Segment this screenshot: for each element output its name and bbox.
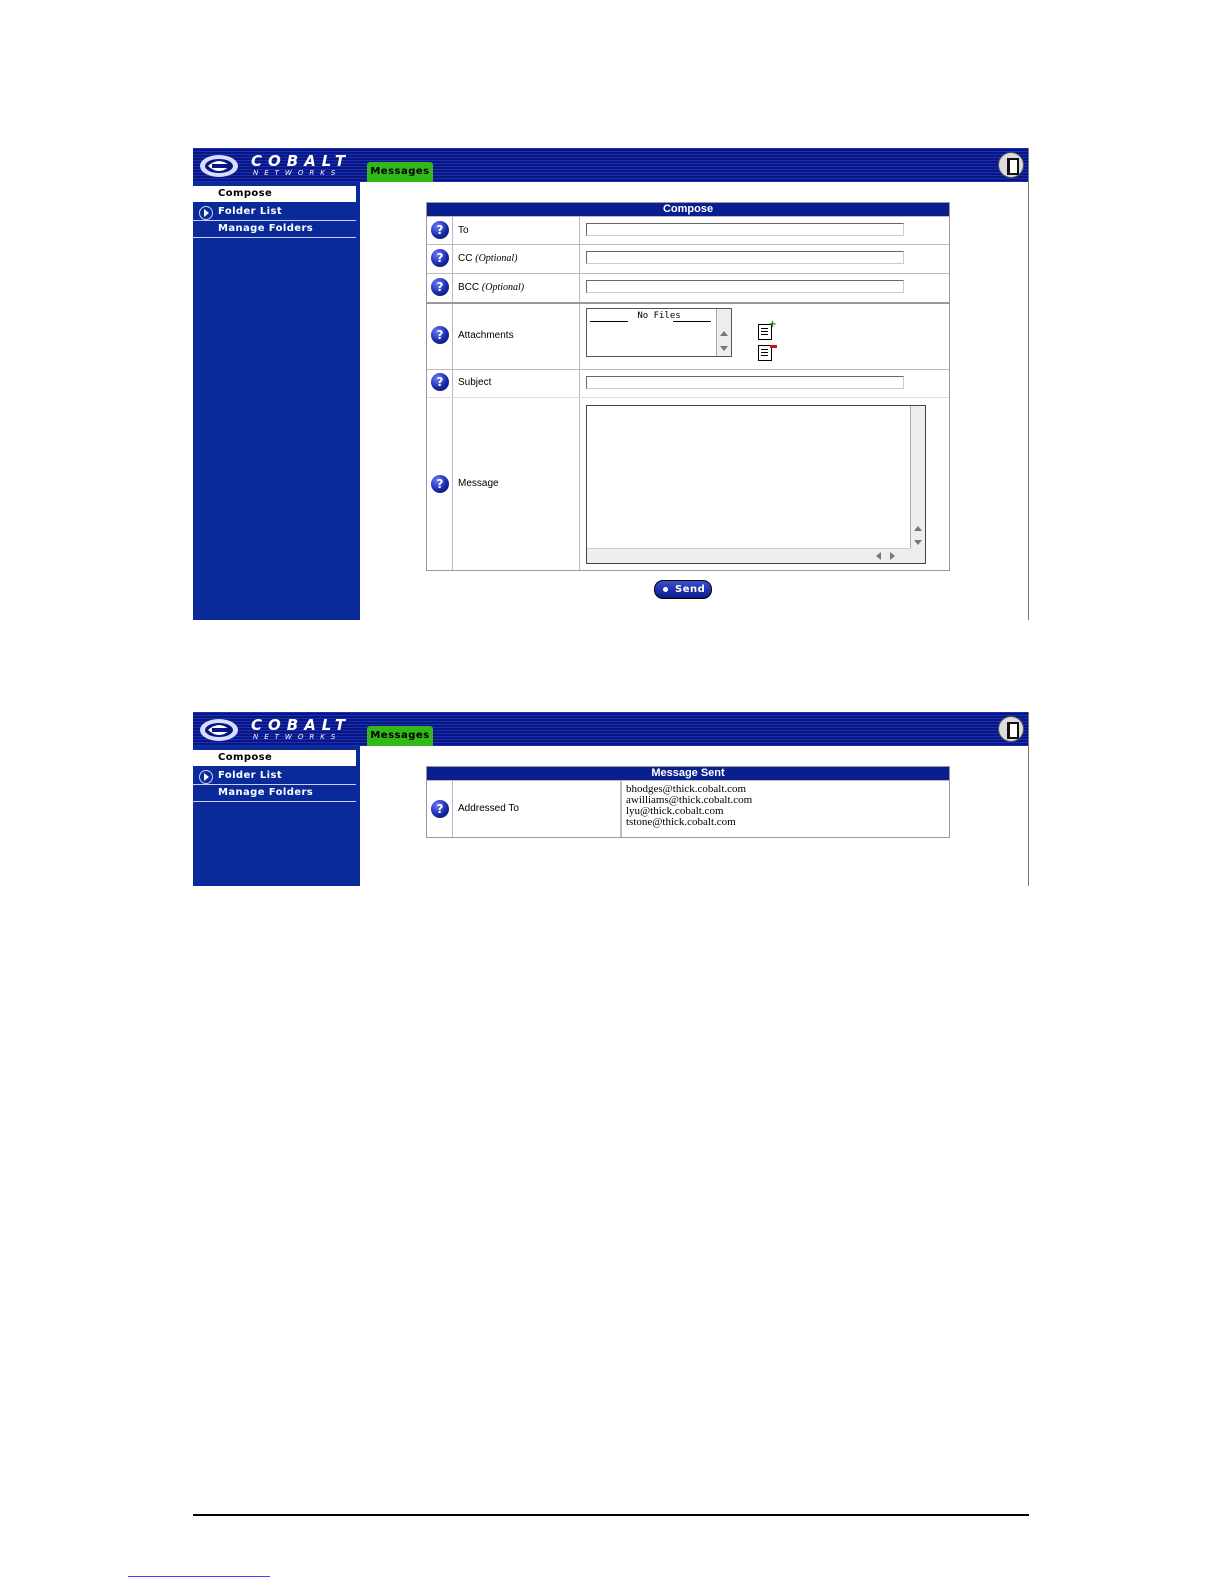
bcc-label: BCC [458, 282, 480, 293]
list-item: tstone@thick.cobalt.com [626, 816, 736, 828]
brand-logo [199, 717, 357, 743]
panel-title: Message Sent [427, 767, 949, 780]
play-arrow-icon [199, 206, 213, 220]
form-title: Compose [427, 203, 949, 216]
help-icon[interactable]: ? [431, 475, 449, 493]
attachments-scrollbar[interactable] [716, 309, 731, 356]
scroll-up-icon[interactable] [720, 331, 728, 336]
play-arrow-icon [199, 770, 213, 784]
sidebar-item-compose[interactable] [193, 186, 356, 202]
sidebar-item-label: Compose [218, 188, 273, 199]
addressed-label: Addressed To [458, 803, 519, 814]
send-button[interactable] [654, 580, 712, 599]
attachments-label: Attachments [458, 330, 514, 341]
message-sent-panel [426, 766, 950, 838]
top-bar [193, 148, 1028, 182]
sidebar-item-manage-folders[interactable] [193, 221, 356, 238]
help-icon[interactable]: ? [431, 221, 449, 239]
sidebar [193, 182, 360, 620]
scroll-left-icon[interactable] [876, 552, 881, 560]
sidebar-item-compose[interactable] [193, 750, 356, 766]
scroll-down-icon[interactable] [720, 346, 728, 351]
address-list [626, 784, 752, 828]
tab-messages[interactable]: Messages [367, 162, 433, 182]
sidebar-item-label: Manage Folders [218, 223, 314, 234]
brand-sub: NETWORKS [253, 169, 342, 177]
message-vscrollbar[interactable] [910, 406, 925, 563]
no-files-text: No Files [637, 311, 681, 321]
help-icon[interactable]: ? [431, 326, 449, 344]
bcc-input[interactable] [586, 280, 904, 293]
sidebar-item-folder-list[interactable] [193, 204, 356, 221]
compose-form [426, 202, 950, 571]
scroll-down-icon[interactable] [914, 540, 922, 545]
sidebar-item-manage-folders[interactable] [193, 785, 356, 802]
exit-door-icon[interactable] [998, 152, 1024, 178]
send-label: Send [675, 584, 706, 595]
help-icon[interactable]: ? [431, 278, 449, 296]
to-input[interactable] [586, 223, 904, 236]
list-item: bhodges@thick.cobalt.com [626, 783, 747, 795]
message-label: Message [458, 478, 499, 489]
footer-rule [193, 1514, 1029, 1516]
help-icon[interactable]: ? [431, 249, 449, 267]
bcc-row [427, 273, 949, 302]
subject-label: Subject [458, 377, 492, 388]
list-item: awilliams@thick.cobalt.com [626, 794, 753, 806]
cobalt-logo-icon [199, 717, 239, 743]
tab-messages[interactable]: Messages [367, 726, 433, 746]
scroll-right-icon[interactable] [890, 552, 895, 560]
subject-row [427, 369, 949, 397]
bcc-optional: (Optional) [481, 282, 525, 293]
message-textarea[interactable] [586, 405, 926, 564]
sidebar-item-label: Manage Folders [218, 787, 314, 798]
message-hscrollbar[interactable] [587, 548, 911, 563]
message-row [427, 397, 949, 570]
exit-door-icon[interactable] [998, 716, 1024, 742]
subject-input[interactable] [586, 376, 904, 389]
cc-input[interactable] [586, 251, 904, 264]
addressed-row [427, 780, 949, 837]
to-label: To [458, 225, 469, 236]
sidebar [193, 746, 360, 886]
footer-link-underline [128, 1576, 270, 1577]
sidebar-item-label: Folder List [218, 770, 283, 781]
sidebar-item-label: Compose [218, 752, 273, 763]
attachments-row: ? Attachments No Files + [427, 302, 949, 369]
sidebar-item-folder-list[interactable] [193, 768, 356, 785]
cc-row [427, 244, 949, 273]
attachments-list[interactable] [586, 308, 732, 357]
brand-sub: NETWORKS [253, 733, 342, 741]
message-sent-screen [193, 712, 1029, 886]
top-bar [193, 712, 1028, 746]
compose-screen [193, 148, 1029, 620]
list-item: lyu@thick.cobalt.com [626, 805, 724, 817]
cobalt-logo-icon [199, 153, 239, 179]
brand-name: COBALT [251, 716, 352, 734]
cc-label: CC [458, 253, 473, 264]
cc-optional: (Optional) [475, 253, 518, 264]
sidebar-item-label: Folder List [218, 206, 283, 217]
help-icon[interactable]: ? [431, 373, 449, 391]
brand-name: COBALT [251, 152, 352, 170]
scroll-up-icon[interactable] [914, 526, 922, 531]
to-row [427, 216, 949, 244]
help-icon[interactable]: ? [431, 800, 449, 818]
brand-logo [199, 153, 357, 179]
